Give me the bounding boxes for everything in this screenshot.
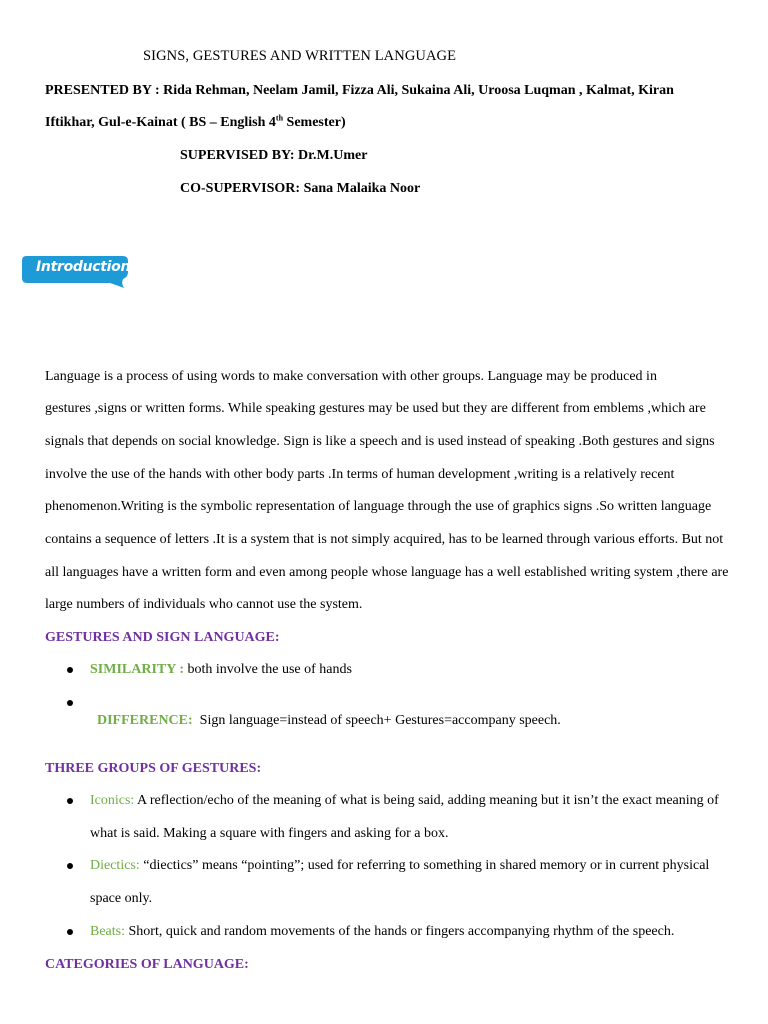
list-item-similarity	[90, 661, 352, 679]
introduction-badge	[20, 252, 130, 288]
item-label: Diectics:	[90, 858, 144, 873]
list-item-beats	[90, 923, 674, 941]
item-text: both involve the use of hands	[187, 662, 352, 677]
list-item-diectics-cont: space only.	[90, 891, 153, 906]
intro-line: signals that depends on social knowledge. Sign is like a speech and is used instead of speaking .Both gestures and signs	[45, 434, 715, 449]
bullet-icon	[67, 929, 73, 935]
intro-line: phenomenon.Writing is the symbolic representation of language through the use of graphics signs .So written language	[45, 499, 712, 514]
item-label: SIMILARITY :	[90, 662, 188, 677]
intro-line: contains a sequence of letters .It is a system that is not simply acquired, has to be learned through various efforts. But not	[45, 532, 724, 547]
intro-line: all languages have a written form and even among people whose language has a well established writing system ,there are	[45, 565, 729, 580]
bullet-icon	[67, 700, 73, 706]
presented-by-line-2	[45, 114, 346, 132]
presented-by-line-1: PRESENTED BY : Rida Rehman, Neelam Jamil, Fizza Ali, Sukaina Ali, Uroosa Luqman , Kalmat, Kiran	[45, 83, 674, 98]
intro-line: gestures ,signs or written forms. While speaking gestures may be used but they are different from emblems ,which are	[45, 401, 706, 416]
item-text: A reflection/echo of the meaning of what is being said, adding meaning but it isn’t the exact meaning of	[137, 793, 719, 808]
intro-line: Language is a process of using words to make conversation with other groups. Language may be produced in	[45, 369, 657, 384]
bullet-icon	[67, 667, 73, 673]
item-label: DIFFERENCE:	[97, 713, 200, 728]
intro-line: involve the use of the hands with other body parts .In terms of human development ,writing is a relatively recent	[45, 467, 675, 482]
document-title: SIGNS, GESTURES AND WRITTEN LANGUAGE	[143, 48, 457, 64]
section-heading-three-groups: THREE GROUPS OF GESTURES:	[45, 761, 262, 776]
presented-by-line-2-pre: Iftikhar, Gul-e-Kainat ( BS – English 4	[45, 115, 276, 130]
bullet-icon	[67, 863, 73, 869]
list-item-difference	[90, 694, 561, 730]
introduction-label: Introduction	[36, 259, 131, 275]
bullet-icon	[67, 798, 73, 804]
section-heading-gestures-sign: GESTURES AND SIGN LANGUAGE:	[45, 630, 280, 645]
item-text: “diectics” means “pointing”; used for referring to something in shared memory or in current physical	[143, 858, 710, 873]
presented-by-line-2-post: Semester)	[283, 115, 346, 130]
section-heading-categories: CATEGORIES OF LANGUAGE:	[45, 957, 249, 972]
item-label: Beats:	[90, 924, 129, 939]
list-item-iconics-cont: what is said. Making a square with fingers and asking for a box.	[90, 826, 449, 841]
list-item-diectics	[90, 857, 709, 875]
ordinal-suffix: th	[275, 113, 284, 123]
intro-line: large numbers of individuals who cannot use the system.	[45, 597, 363, 612]
item-text: Short, quick and random movements of the hands or fingers accompanying rhythm of the speech.	[128, 924, 675, 939]
item-text: Sign language=instead of speech+ Gestures=accompany speech.	[199, 713, 561, 728]
item-label: Iconics:	[90, 793, 138, 808]
list-item-iconics	[90, 792, 719, 810]
supervised-by: SUPERVISED BY: Dr.M.Umer	[180, 148, 368, 163]
co-supervisor: CO-SUPERVISOR: Sana Malaika Noor	[180, 181, 421, 196]
